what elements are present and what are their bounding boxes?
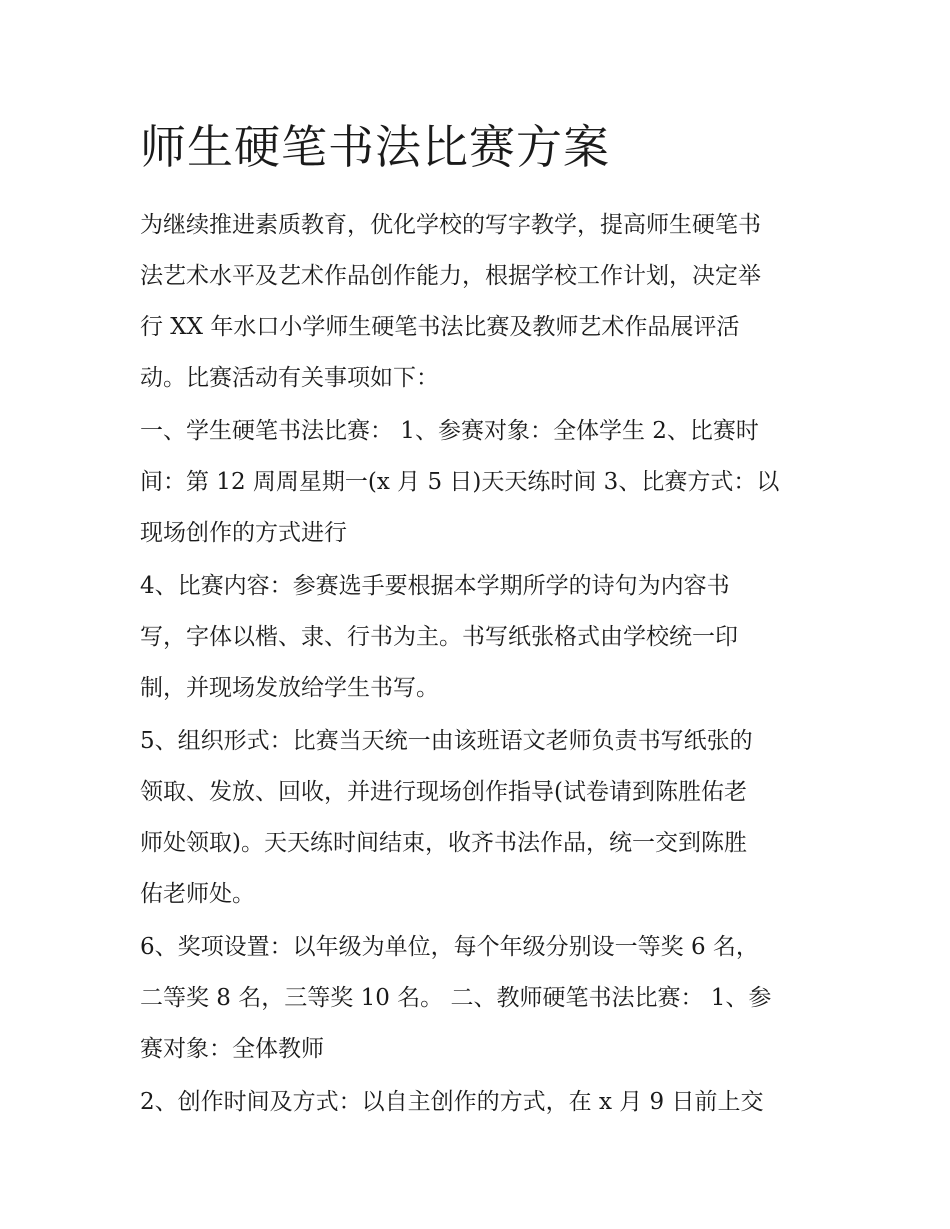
text-line: 6、奖项设置：以年级为单位，每个年级分别设一等奖 6 名， xyxy=(140,934,759,960)
text-line: 行 XX 年水口小学师生硬笔书法比赛及教师艺术作品展评活 xyxy=(140,314,740,340)
text-line: 2、创作时间及方式：以自主创作的方式，在 x 月 9 日前上交 xyxy=(140,1089,764,1115)
text-line: 制，并现场发放给学生书写。 xyxy=(140,675,439,701)
document-body xyxy=(140,112,820,1130)
text-line: 赛对象：全体教师 xyxy=(140,1036,324,1062)
text-line: 领取、发放、回收，并进行现场创作指导(试卷请到陈胜佑老 xyxy=(140,779,747,805)
text-line: 写，字体以楷、隶、行书为主。书写纸张格式由学校统一印 xyxy=(140,624,738,650)
text-line: 二等奖 8 名，三等奖 10 名。 二、教师硬笔书法比赛： 1、参 xyxy=(140,985,772,1011)
paragraph-teacher-schedule xyxy=(140,1077,820,1128)
paragraph-awards xyxy=(140,922,820,1075)
document-title: 师生硬笔书法比赛方案 xyxy=(140,120,610,174)
paragraph-contest-content xyxy=(140,561,820,714)
text-line: 5、组织形式：比赛当天统一由该班语文老师负责书写纸张的 xyxy=(140,728,753,754)
text-line: 为继续推进素质教育，优化学校的写字教学，提高师生硬笔书 xyxy=(140,212,761,238)
paragraph-student-contest xyxy=(140,406,820,559)
text-line: 现场创作的方式进行 xyxy=(140,520,347,546)
text-line: 师处领取)。天天练时间结束，收齐书法作品，统一交到陈胜 xyxy=(140,830,747,856)
text-line: 动。比赛活动有关事项如下： xyxy=(140,365,439,391)
paragraph-organization xyxy=(140,716,820,920)
paragraph-intro xyxy=(140,200,820,404)
text-line: 法艺术水平及艺术作品创作能力，根据学校工作计划，决定举 xyxy=(140,263,761,289)
text-line: 一、学生硬笔书法比赛： 1、参赛对象：全体学生 2、比赛时 xyxy=(140,418,759,444)
text-line: 佑老师处。 xyxy=(140,881,255,907)
text-line: 间：第 12 周周星期一(x 月 5 日)天天练时间 3、比赛方式：以 xyxy=(140,469,780,495)
text-line: 4、比赛内容：参赛选手要根据本学期所学的诗句为内容书 xyxy=(140,573,730,599)
